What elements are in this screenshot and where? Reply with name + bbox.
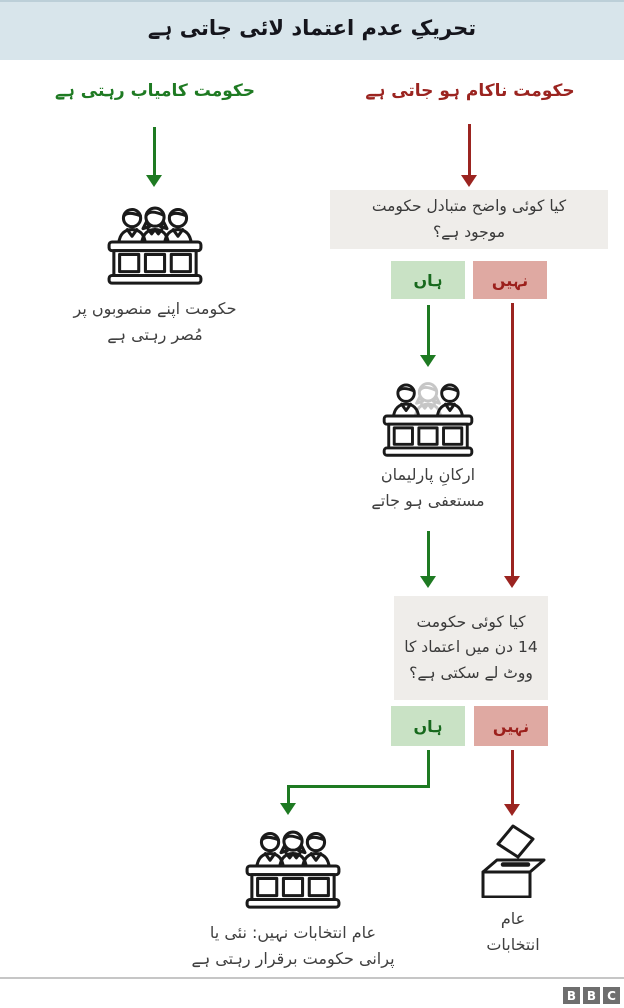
yes-chip-2: ہاں — [391, 706, 465, 746]
footer-divider — [0, 977, 624, 979]
bbc-logo-box-3: C — [603, 987, 620, 1004]
yes2-elbow-vertical — [427, 750, 430, 788]
ballot-box-icon — [477, 824, 549, 898]
no-chip-2: نہیں — [474, 706, 548, 746]
no-election-label — [178, 920, 408, 973]
page-title: تحریکِ عدم اعتماد لائی جاتی ہے — [147, 16, 477, 40]
heading-government-succeeds: حکومت کامیاب رہتی ہے — [54, 81, 256, 101]
yes2-elbow-horizontal — [287, 785, 430, 788]
resign-label — [348, 462, 508, 515]
parliament-resign-icon — [381, 374, 475, 458]
bbc-logo-box-2: B — [583, 987, 600, 1004]
success-arrow-line — [153, 127, 156, 177]
yes2-arrow-head — [280, 803, 296, 815]
desk — [384, 416, 472, 455]
bbc-logo-box-1: B — [563, 987, 580, 1004]
resign-label-line2: مستعفی ہو جاتے — [371, 491, 485, 511]
parliament-remains-icon — [245, 822, 341, 910]
resign-label-line1: ارکانِ پارلیمان — [380, 465, 476, 484]
question2-line2: 14 دن میں اعتماد کا — [404, 638, 538, 657]
election-label — [468, 906, 558, 959]
question1-line1: کیا کوئی واضح متبادل حکومت — [371, 196, 567, 215]
question-box-alternative-government — [330, 190, 608, 249]
yes2-elbow-down — [287, 785, 290, 805]
yes1-arrow-head — [420, 355, 436, 367]
heading-government-fails: حکومت ناکام ہو جاتی ہے — [365, 81, 575, 101]
no-election-label-line2: پرانی حکومت برقرار رہتی ہے — [191, 949, 395, 969]
ballot-paper — [498, 826, 533, 857]
yes-chip-1: ہاں — [391, 261, 465, 299]
parliament-icon — [107, 198, 203, 286]
question-box-confidence-vote — [394, 596, 548, 700]
question1-line2: موجود ہے؟ — [432, 222, 506, 241]
fail-arrow-head — [461, 175, 477, 187]
resign-arrow-head — [420, 576, 436, 588]
desk — [109, 242, 201, 283]
success-label-line1: حکومت اپنے منصوبوں پر — [73, 299, 237, 318]
no2-arrow-line — [511, 750, 514, 805]
question2-line1: کیا کوئی حکومت — [416, 612, 526, 631]
election-label-line2: انتخابات — [486, 935, 540, 955]
no1-arrow-head — [504, 576, 520, 588]
no1-line — [511, 303, 514, 577]
desk — [247, 866, 339, 907]
yes1-arrow-line — [427, 305, 430, 356]
no2-arrow-head — [504, 804, 520, 816]
election-label-line1: عام — [500, 909, 526, 928]
success-label-line2: مُصر رہتی ہے — [107, 325, 203, 345]
fail-arrow-line — [468, 124, 471, 176]
box-front-face — [483, 872, 530, 897]
no-chip-1: نہیں — [473, 261, 547, 299]
success-label — [55, 296, 255, 349]
no-election-label-line1: عام انتخابات نہیں: نئی یا — [209, 923, 377, 942]
success-arrow-head — [146, 175, 162, 187]
question2-line3: ووٹ لے سکتی ہے؟ — [409, 663, 533, 682]
resign-arrow-line — [427, 531, 430, 577]
